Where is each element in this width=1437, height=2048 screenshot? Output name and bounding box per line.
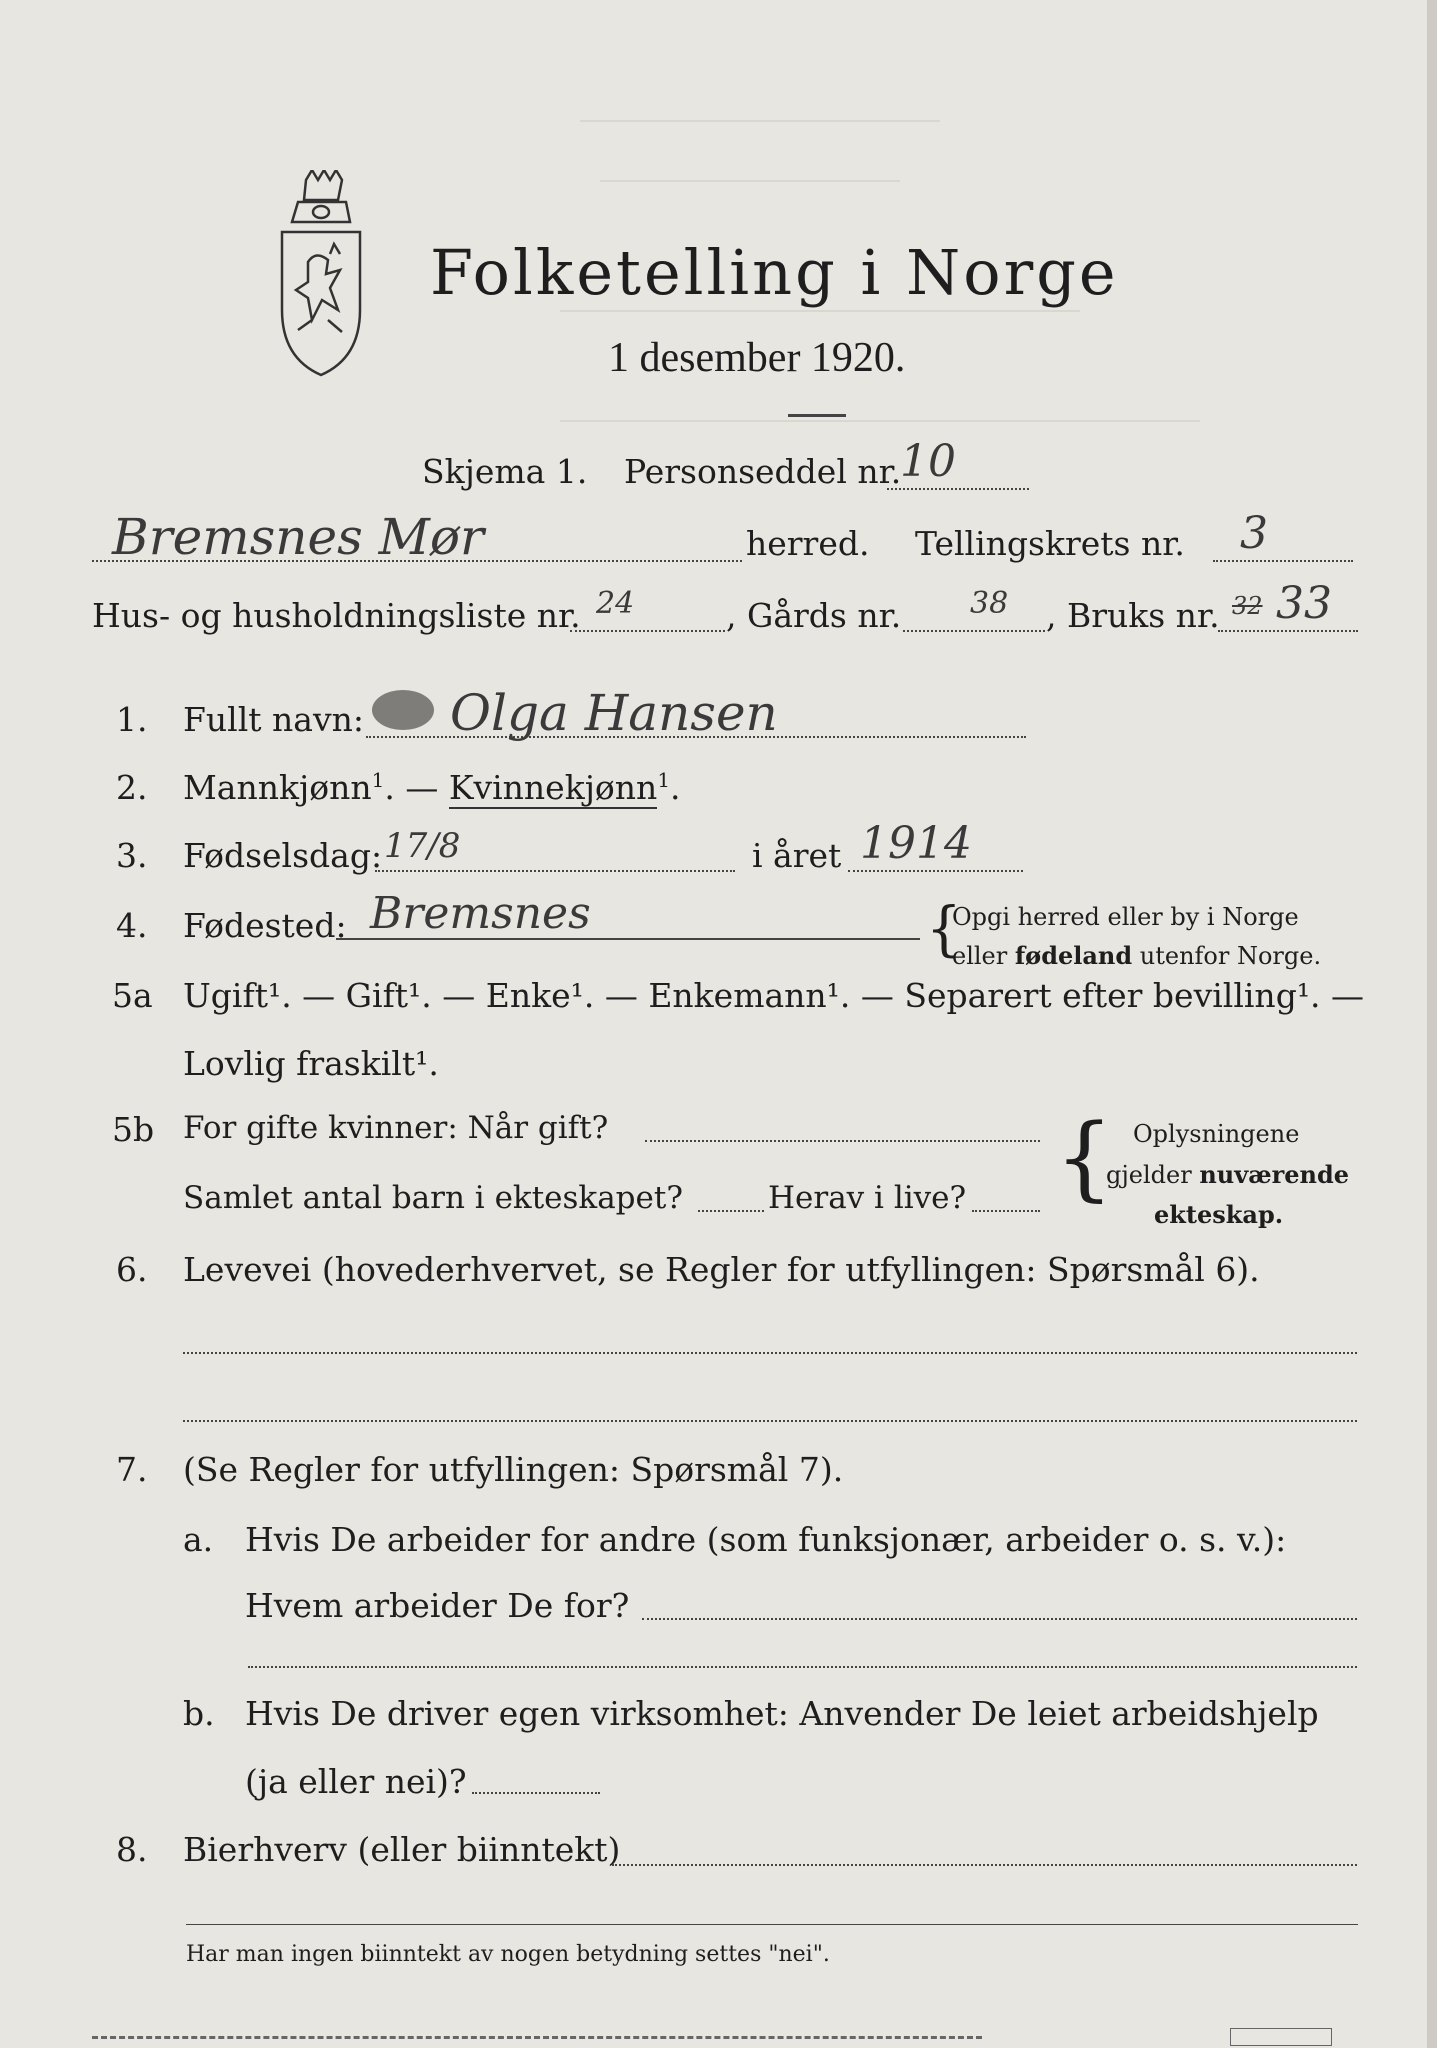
q3-number: 3.: [116, 836, 148, 875]
bruks-field[interactable]: [1218, 630, 1358, 632]
bottom-cut-rule: [92, 2036, 982, 2039]
q7-label: (Se Regler for utfyllingen: Spørsmål 7).: [183, 1450, 844, 1489]
paper-edge: [1427, 0, 1437, 2048]
q5b-children-field[interactable]: [698, 1210, 764, 1212]
q7a-line-2: Hvem arbeider De for?: [245, 1586, 630, 1625]
q3-field[interactable]: [375, 870, 735, 872]
q1-label: Fullt navn:: [183, 700, 364, 739]
q1-value: Olga Hansen: [450, 684, 778, 742]
bruks-value-struck: 32: [1232, 592, 1263, 620]
q6-field-1[interactable]: [183, 1352, 1357, 1354]
bruks-label: , Bruks nr.: [1046, 596, 1220, 635]
q4-brace: {: [926, 895, 962, 964]
q8-number: 8.: [116, 1830, 148, 1869]
q2-line: Mannkjønn$^1$. — Kvinnekjønn$^1$.: [183, 768, 681, 807]
footer-rule: [186, 1924, 1358, 1925]
q3-label: Fødselsdag:: [183, 836, 383, 875]
hus-label: Hus- og husholdningsliste nr.: [92, 596, 581, 635]
herred-label: herred.: [746, 524, 870, 563]
personseddel-field[interactable]: [887, 488, 1029, 490]
schema-label: Skjema 1.: [422, 452, 588, 491]
personseddel-value: 10: [900, 436, 956, 487]
q6-field-2[interactable]: [183, 1420, 1357, 1422]
q7b-field[interactable]: [472, 1792, 600, 1794]
bruks-value: 33: [1276, 578, 1332, 629]
q5b-number: 5b: [112, 1110, 155, 1149]
q3-year-label: i året: [752, 836, 842, 875]
gender-female-option[interactable]: Kvinnekjønn: [448, 768, 658, 807]
q5a-line-1: Ugift¹. — Gift¹. — Enke¹. — Enkemann¹. — Separert efter bevilling¹. —: [183, 976, 1365, 1015]
gards-label: , Gårds nr.: [726, 596, 902, 635]
q7b-line-1: Hvis De driver egen virksomhet: Anvender De leiet arbeidshjelp: [245, 1694, 1319, 1733]
q7a-line-1: Hvis De arbeider for andre (som funksjonær, arbeider o. s. v.):: [245, 1520, 1287, 1559]
q5b-note-2: gjelder nuværende: [1106, 1160, 1350, 1189]
q5b-note-1: Oplysningene: [1133, 1120, 1300, 1148]
q5b-brace: {: [1055, 1104, 1114, 1211]
q1-number: 1.: [116, 700, 148, 739]
printer-stamp: [1230, 2028, 1332, 2046]
q7a-letter: a.: [183, 1520, 214, 1559]
gender-male-option[interactable]: Mannkjønn: [183, 768, 372, 807]
q4-note-1: Opgi herred eller by i Norge: [952, 903, 1299, 931]
q5a-line-2: Lovlig fraskilt¹.: [183, 1044, 439, 1083]
hus-field[interactable]: [570, 630, 725, 632]
q5b-line-2b: Herav i live?: [768, 1180, 967, 1216]
q5b-alive-field[interactable]: [972, 1210, 1040, 1212]
tellingskrets-label: Tellingskrets nr.: [915, 524, 1185, 563]
gards-value: 38: [970, 586, 1009, 621]
q6-number: 6.: [116, 1250, 148, 1289]
q3-year-value: 1914: [860, 818, 972, 869]
personseddel-label: Personseddel nr.: [624, 452, 902, 491]
q7b-line-2: (ja eller nei)?: [245, 1762, 467, 1801]
coat-of-arms-icon: [268, 170, 374, 380]
q5b-note-3: ekteskap.: [1154, 1200, 1284, 1229]
q3-year-field[interactable]: [848, 870, 1023, 872]
q4-number: 4.: [116, 906, 148, 945]
form-title: Folketelling i Norge: [430, 236, 1119, 309]
q5b-married-field[interactable]: [645, 1140, 1040, 1142]
tellingskrets-value: 3: [1240, 508, 1268, 559]
q7a-field-1[interactable]: [642, 1618, 1357, 1620]
q7a-field-2[interactable]: [248, 1666, 1357, 1668]
hus-value: 24: [596, 586, 635, 621]
footer-note: Har man ingen biinntekt av nogen betydning settes "nei".: [186, 1942, 830, 1967]
ink-blot: [372, 690, 434, 730]
gards-field[interactable]: [903, 630, 1045, 632]
q3-value: 17/8: [384, 826, 461, 866]
tellingskrets-field[interactable]: [1213, 560, 1353, 562]
q7-number: 7.: [116, 1450, 148, 1489]
herred-value: Bremsnes Mør: [112, 508, 484, 566]
q8-label: Bierhverv (eller biinntekt): [183, 1830, 621, 1869]
q4-note-2: eller fødeland utenfor Norge.: [952, 941, 1322, 970]
q4-value: Bremsnes: [370, 888, 591, 939]
q5b-line-1: For gifte kvinner: Når gift?: [183, 1110, 609, 1146]
q8-field[interactable]: [612, 1864, 1357, 1866]
q5b-line-2a: Samlet antal barn i ekteskapet?: [183, 1180, 683, 1216]
q4-label: Fødested:: [183, 906, 347, 945]
census-date: 1 desember 1920.: [608, 335, 906, 381]
q7b-letter: b.: [183, 1694, 215, 1733]
q5a-number: 5a: [112, 976, 153, 1015]
q6-label: Levevei (hovederhvervet, se Regler for utfyllingen: Spørsmål 6).: [183, 1250, 1260, 1289]
title-rule: [788, 414, 846, 417]
q2-number: 2.: [116, 768, 148, 807]
